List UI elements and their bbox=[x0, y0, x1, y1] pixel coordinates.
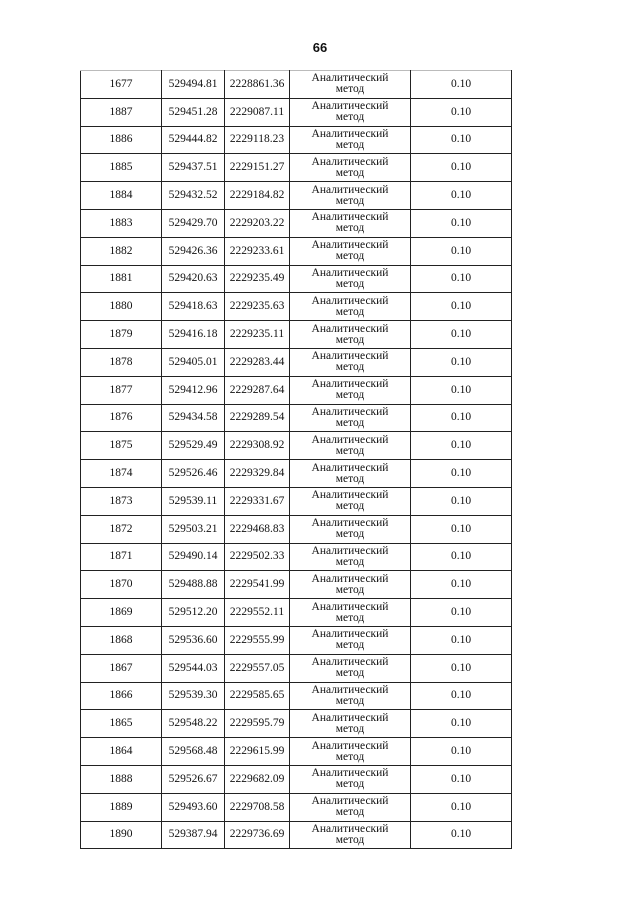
point-id-cell: 1875 bbox=[81, 432, 162, 460]
coordinates-table bbox=[80, 70, 512, 849]
method-cell bbox=[290, 348, 411, 376]
method-cell bbox=[290, 154, 411, 182]
method-text-line: метод bbox=[335, 583, 365, 596]
method-text-line: Аналитический bbox=[311, 294, 389, 307]
method-text-line: метод bbox=[335, 333, 365, 346]
table-row bbox=[81, 376, 512, 404]
point-id-cell: 1889 bbox=[81, 793, 162, 821]
method-text-line: метод bbox=[335, 166, 365, 179]
x-coordinate-cell: 529490.14 bbox=[162, 543, 225, 571]
accuracy-cell: 0.10 bbox=[411, 293, 512, 321]
accuracy-cell: 0.10 bbox=[411, 321, 512, 349]
method-text-line: метод bbox=[335, 83, 365, 96]
method-text-line: метод bbox=[335, 500, 365, 513]
method-text-line: Аналитический bbox=[311, 822, 389, 835]
accuracy-cell: 0.10 bbox=[411, 515, 512, 543]
point-id-cell: 1879 bbox=[81, 321, 162, 349]
table-row bbox=[81, 515, 512, 543]
method-cell bbox=[290, 793, 411, 821]
method-cell bbox=[290, 515, 411, 543]
accuracy-cell: 0.10 bbox=[411, 182, 512, 210]
method-text-line: Аналитический bbox=[311, 600, 389, 613]
method-text-line: Аналитический bbox=[311, 72, 389, 85]
y-coordinate-cell: 2229585.65 bbox=[225, 682, 290, 710]
method-text-line: Аналитический bbox=[311, 100, 389, 113]
method-text-line: метод bbox=[335, 444, 365, 457]
point-id-cell: 1876 bbox=[81, 404, 162, 432]
method-text-line: Аналитический bbox=[311, 795, 389, 808]
method-text-line: Аналитический bbox=[311, 433, 389, 446]
page-number: 66 bbox=[312, 40, 328, 55]
method-cell bbox=[290, 460, 411, 488]
y-coordinate-cell: 2229087.11 bbox=[225, 98, 290, 126]
method-text-line: метод bbox=[335, 611, 365, 624]
method-cell bbox=[290, 404, 411, 432]
y-coordinate-cell: 2229235.49 bbox=[225, 265, 290, 293]
point-id-cell: 1880 bbox=[81, 293, 162, 321]
x-coordinate-cell: 529529.49 bbox=[162, 432, 225, 460]
method-text-line: Аналитический bbox=[311, 127, 389, 140]
point-id-cell: 1890 bbox=[81, 821, 162, 849]
method-cell bbox=[290, 543, 411, 571]
y-coordinate-cell: 2229151.27 bbox=[225, 154, 290, 182]
table-row bbox=[81, 209, 512, 237]
table-row bbox=[81, 682, 512, 710]
table-row bbox=[81, 404, 512, 432]
y-coordinate-cell: 2229555.99 bbox=[225, 626, 290, 654]
table-row bbox=[81, 348, 512, 376]
accuracy-cell: 0.10 bbox=[411, 599, 512, 627]
method-text-line: метод bbox=[335, 806, 365, 819]
y-coordinate-cell: 2229203.22 bbox=[225, 209, 290, 237]
point-id-cell: 1864 bbox=[81, 738, 162, 766]
method-text-line: Аналитический bbox=[311, 183, 389, 196]
point-id-cell: 1867 bbox=[81, 654, 162, 682]
accuracy-cell: 0.10 bbox=[411, 265, 512, 293]
method-text-line: метод bbox=[335, 555, 365, 568]
method-text-line: Аналитический bbox=[311, 378, 389, 391]
point-id-cell: 1887 bbox=[81, 98, 162, 126]
y-coordinate-cell: 2229682.09 bbox=[225, 765, 290, 793]
method-cell bbox=[290, 98, 411, 126]
table-row bbox=[81, 293, 512, 321]
accuracy-cell: 0.10 bbox=[411, 237, 512, 265]
accuracy-cell: 0.10 bbox=[411, 404, 512, 432]
x-coordinate-cell: 529434.58 bbox=[162, 404, 225, 432]
table-row bbox=[81, 738, 512, 766]
method-text-line: метод bbox=[335, 389, 365, 402]
y-coordinate-cell: 2229708.58 bbox=[225, 793, 290, 821]
method-text-line: Аналитический bbox=[311, 656, 389, 669]
method-cell bbox=[290, 376, 411, 404]
y-coordinate-cell: 2229287.64 bbox=[225, 376, 290, 404]
method-cell bbox=[290, 738, 411, 766]
method-cell bbox=[290, 71, 411, 99]
method-text-line: метод bbox=[335, 667, 365, 680]
y-coordinate-cell: 2229331.67 bbox=[225, 487, 290, 515]
x-coordinate-cell: 529539.30 bbox=[162, 682, 225, 710]
method-text-line: метод bbox=[335, 639, 365, 652]
table-row bbox=[81, 710, 512, 738]
method-text-line: метод bbox=[335, 472, 365, 485]
y-coordinate-cell: 2229502.33 bbox=[225, 543, 290, 571]
point-id-cell: 1677 bbox=[81, 71, 162, 99]
method-text-line: метод bbox=[335, 305, 365, 318]
method-cell bbox=[290, 654, 411, 682]
method-cell bbox=[290, 126, 411, 154]
accuracy-cell: 0.10 bbox=[411, 821, 512, 849]
y-coordinate-cell: 2229308.92 bbox=[225, 432, 290, 460]
accuracy-cell: 0.10 bbox=[411, 738, 512, 766]
table-row bbox=[81, 821, 512, 849]
method-cell bbox=[290, 710, 411, 738]
x-coordinate-cell: 529451.28 bbox=[162, 98, 225, 126]
point-id-cell: 1869 bbox=[81, 599, 162, 627]
table-row bbox=[81, 432, 512, 460]
method-cell bbox=[290, 599, 411, 627]
point-id-cell: 1872 bbox=[81, 515, 162, 543]
x-coordinate-cell: 529544.03 bbox=[162, 654, 225, 682]
method-cell bbox=[290, 765, 411, 793]
y-coordinate-cell: 2229329.84 bbox=[225, 460, 290, 488]
method-text-line: Аналитический bbox=[311, 322, 389, 335]
point-id-cell: 1870 bbox=[81, 571, 162, 599]
x-coordinate-cell: 529494.81 bbox=[162, 71, 225, 99]
point-id-cell: 1886 bbox=[81, 126, 162, 154]
method-text-line: Аналитический bbox=[311, 350, 389, 363]
method-text-line: метод bbox=[335, 416, 365, 429]
method-cell bbox=[290, 293, 411, 321]
method-text-line: Аналитический bbox=[311, 155, 389, 168]
accuracy-cell: 0.10 bbox=[411, 654, 512, 682]
coordinates-table-body bbox=[81, 71, 512, 849]
method-text-line: Аналитический bbox=[311, 405, 389, 418]
point-id-cell: 1866 bbox=[81, 682, 162, 710]
table-row bbox=[81, 460, 512, 488]
x-coordinate-cell: 529488.88 bbox=[162, 571, 225, 599]
x-coordinate-cell: 529493.60 bbox=[162, 793, 225, 821]
accuracy-cell: 0.10 bbox=[411, 348, 512, 376]
method-text-line: Аналитический bbox=[311, 572, 389, 585]
table-row bbox=[81, 71, 512, 99]
method-text-line: метод bbox=[335, 222, 365, 235]
point-id-cell: 1885 bbox=[81, 154, 162, 182]
x-coordinate-cell: 529405.01 bbox=[162, 348, 225, 376]
y-coordinate-cell: 2229615.99 bbox=[225, 738, 290, 766]
method-text-line: метод bbox=[335, 111, 365, 124]
y-coordinate-cell: 2228861.36 bbox=[225, 71, 290, 99]
accuracy-cell: 0.10 bbox=[411, 376, 512, 404]
method-text-line: Аналитический bbox=[311, 739, 389, 752]
accuracy-cell: 0.10 bbox=[411, 432, 512, 460]
y-coordinate-cell: 2229235.63 bbox=[225, 293, 290, 321]
method-text-line: Аналитический bbox=[311, 544, 389, 557]
table-row bbox=[81, 126, 512, 154]
method-text-line: Аналитический bbox=[311, 767, 389, 780]
point-id-cell: 1888 bbox=[81, 765, 162, 793]
point-id-cell: 1878 bbox=[81, 348, 162, 376]
method-text-line: Аналитический bbox=[311, 266, 389, 279]
table-row bbox=[81, 543, 512, 571]
accuracy-cell: 0.10 bbox=[411, 682, 512, 710]
accuracy-cell: 0.10 bbox=[411, 98, 512, 126]
table-row bbox=[81, 654, 512, 682]
table-row bbox=[81, 237, 512, 265]
y-coordinate-cell: 2229541.99 bbox=[225, 571, 290, 599]
accuracy-cell: 0.10 bbox=[411, 793, 512, 821]
x-coordinate-cell: 529536.60 bbox=[162, 626, 225, 654]
y-coordinate-cell: 2229736.69 bbox=[225, 821, 290, 849]
method-text-line: метод bbox=[335, 750, 365, 763]
accuracy-cell: 0.10 bbox=[411, 626, 512, 654]
y-coordinate-cell: 2229289.54 bbox=[225, 404, 290, 432]
method-cell bbox=[290, 237, 411, 265]
method-cell bbox=[290, 182, 411, 210]
point-id-cell: 1868 bbox=[81, 626, 162, 654]
x-coordinate-cell: 529437.51 bbox=[162, 154, 225, 182]
method-cell bbox=[290, 265, 411, 293]
method-text-line: метод bbox=[335, 528, 365, 541]
y-coordinate-cell: 2229184.82 bbox=[225, 182, 290, 210]
x-coordinate-cell: 529387.94 bbox=[162, 821, 225, 849]
x-coordinate-cell: 529503.21 bbox=[162, 515, 225, 543]
y-coordinate-cell: 2229595.79 bbox=[225, 710, 290, 738]
accuracy-cell: 0.10 bbox=[411, 710, 512, 738]
table-row bbox=[81, 765, 512, 793]
x-coordinate-cell: 529426.36 bbox=[162, 237, 225, 265]
point-id-cell: 1883 bbox=[81, 209, 162, 237]
accuracy-cell: 0.10 bbox=[411, 126, 512, 154]
x-coordinate-cell: 529526.46 bbox=[162, 460, 225, 488]
table-row bbox=[81, 98, 512, 126]
method-text-line: Аналитический bbox=[311, 628, 389, 641]
method-cell bbox=[290, 321, 411, 349]
method-text-line: метод bbox=[335, 778, 365, 791]
accuracy-cell: 0.10 bbox=[411, 765, 512, 793]
point-id-cell: 1865 bbox=[81, 710, 162, 738]
x-coordinate-cell: 529568.48 bbox=[162, 738, 225, 766]
x-coordinate-cell: 529416.18 bbox=[162, 321, 225, 349]
method-cell bbox=[290, 209, 411, 237]
y-coordinate-cell: 2229233.61 bbox=[225, 237, 290, 265]
y-coordinate-cell: 2229468.83 bbox=[225, 515, 290, 543]
y-coordinate-cell: 2229283.44 bbox=[225, 348, 290, 376]
x-coordinate-cell: 529512.20 bbox=[162, 599, 225, 627]
x-coordinate-cell: 529548.22 bbox=[162, 710, 225, 738]
x-coordinate-cell: 529418.63 bbox=[162, 293, 225, 321]
method-cell bbox=[290, 821, 411, 849]
point-id-cell: 1884 bbox=[81, 182, 162, 210]
method-cell bbox=[290, 432, 411, 460]
x-coordinate-cell: 529429.70 bbox=[162, 209, 225, 237]
method-text-line: Аналитический bbox=[311, 517, 389, 530]
method-text-line: Аналитический bbox=[311, 489, 389, 502]
point-id-cell: 1881 bbox=[81, 265, 162, 293]
x-coordinate-cell: 529539.11 bbox=[162, 487, 225, 515]
method-text-line: Аналитический bbox=[311, 461, 389, 474]
accuracy-cell: 0.10 bbox=[411, 71, 512, 99]
x-coordinate-cell: 529412.96 bbox=[162, 376, 225, 404]
point-id-cell: 1871 bbox=[81, 543, 162, 571]
table-row bbox=[81, 571, 512, 599]
y-coordinate-cell: 2229235.11 bbox=[225, 321, 290, 349]
accuracy-cell: 0.10 bbox=[411, 487, 512, 515]
x-coordinate-cell: 529526.67 bbox=[162, 765, 225, 793]
method-text-line: метод bbox=[335, 277, 365, 290]
method-text-line: метод bbox=[335, 138, 365, 151]
x-coordinate-cell: 529432.52 bbox=[162, 182, 225, 210]
method-text-line: Аналитический bbox=[311, 211, 389, 224]
point-id-cell: 1877 bbox=[81, 376, 162, 404]
method-cell bbox=[290, 626, 411, 654]
y-coordinate-cell: 2229118.23 bbox=[225, 126, 290, 154]
x-coordinate-cell: 529420.63 bbox=[162, 265, 225, 293]
x-coordinate-cell: 529444.82 bbox=[162, 126, 225, 154]
table-row bbox=[81, 321, 512, 349]
method-cell bbox=[290, 571, 411, 599]
table-row bbox=[81, 487, 512, 515]
table-row bbox=[81, 793, 512, 821]
point-id-cell: 1882 bbox=[81, 237, 162, 265]
table-row bbox=[81, 154, 512, 182]
method-text-line: метод bbox=[335, 722, 365, 735]
accuracy-cell: 0.10 bbox=[411, 460, 512, 488]
method-text-line: метод bbox=[335, 694, 365, 707]
method-cell bbox=[290, 682, 411, 710]
method-text-line: Аналитический bbox=[311, 683, 389, 696]
method-text-line: Аналитический bbox=[311, 711, 389, 724]
method-text-line: метод bbox=[335, 833, 365, 846]
accuracy-cell: 0.10 bbox=[411, 209, 512, 237]
y-coordinate-cell: 2229552.11 bbox=[225, 599, 290, 627]
y-coordinate-cell: 2229557.05 bbox=[225, 654, 290, 682]
table-row bbox=[81, 626, 512, 654]
method-text-line: метод bbox=[335, 361, 365, 374]
point-id-cell: 1874 bbox=[81, 460, 162, 488]
accuracy-cell: 0.10 bbox=[411, 571, 512, 599]
table-row bbox=[81, 599, 512, 627]
method-cell bbox=[290, 487, 411, 515]
method-text-line: метод bbox=[335, 250, 365, 263]
method-text-line: метод bbox=[335, 194, 365, 207]
table-row bbox=[81, 182, 512, 210]
point-id-cell: 1873 bbox=[81, 487, 162, 515]
accuracy-cell: 0.10 bbox=[411, 154, 512, 182]
table-row bbox=[81, 265, 512, 293]
method-text-line: Аналитический bbox=[311, 239, 389, 252]
accuracy-cell: 0.10 bbox=[411, 543, 512, 571]
